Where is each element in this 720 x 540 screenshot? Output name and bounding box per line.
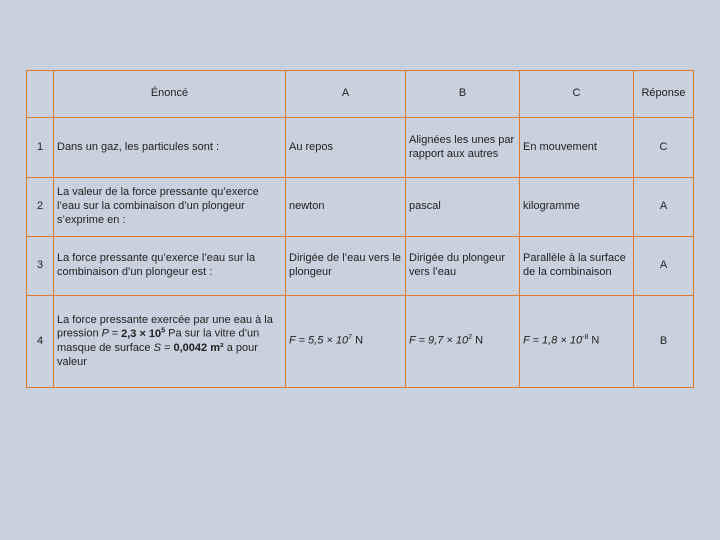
option-c-exponent: -8 [582, 334, 589, 342]
option-b-value: F = 9,7 × 10 [409, 334, 469, 347]
pressure-exponent: 5 [161, 327, 166, 335]
option-a-value: F = 5,5 × 10 [289, 334, 349, 347]
answer: B [634, 295, 694, 387]
pressure-label: P = [101, 328, 122, 340]
question-middle: Pa sur la vitre d’un masque de surface [57, 328, 260, 354]
answer: C [634, 118, 694, 178]
table-row [27, 295, 694, 387]
option-b [406, 295, 520, 387]
option-a: Dirigée de l’eau vers le plongeur [286, 236, 406, 295]
option-b: Dirigée du plongeur vers l’eau [406, 236, 520, 295]
option-b: pascal [406, 178, 520, 237]
row-number: 3 [27, 236, 54, 295]
option-a-unit: N [352, 334, 364, 347]
header-row [27, 71, 694, 118]
option-b-exponent: 2 [468, 334, 473, 342]
option-c: kilogramme [520, 178, 634, 237]
option-c: Parallèle à la surface de la combinaison [520, 236, 634, 295]
row-number: 2 [27, 178, 54, 237]
row-number: 4 [27, 295, 54, 387]
header-answer: Réponse [634, 71, 694, 118]
header-option-c: C [520, 71, 634, 118]
pressure-value: $2,3 \times 10^5$ [121, 327, 166, 340]
question-text: La force pressante qu’exerce l’eau sur la combinaison d’un plongeur est : [54, 236, 286, 295]
question-text [54, 295, 286, 387]
option-c-value: F = 1,8 × 10 [523, 334, 583, 347]
option-a: Au repos [286, 118, 406, 178]
answer: A [634, 236, 694, 295]
surface-label: S = [153, 341, 174, 354]
question-text: Dans un gaz, les particules sont : [54, 118, 286, 178]
table-row [27, 178, 694, 237]
question-prefix: La force pressante exercée par une eau à la pression [57, 313, 273, 340]
header-num [27, 71, 54, 118]
option-a-exponent: 7 [348, 334, 353, 342]
option-a: newton [286, 178, 406, 237]
row-number: 1 [27, 118, 54, 178]
option-b: Alignées les unes par rapport aux autres [406, 118, 520, 178]
option-c: En mouvement [520, 118, 634, 178]
header-question: Énoncé [54, 71, 286, 118]
header-option-a: A [286, 71, 406, 118]
option-b-unit: N [472, 334, 484, 347]
quiz-table [26, 70, 694, 388]
surface-unit: m² [207, 341, 224, 354]
question-text: La valeur de la force pressante qu’exerce l’eau sur la combinaison d’un plongeur s’exprime en : [54, 178, 286, 237]
option-c [520, 295, 634, 387]
surface-value: 0,0042 [173, 341, 208, 354]
option-c-unit: N [588, 334, 600, 347]
header-option-b: B [406, 71, 520, 118]
table-row [27, 236, 694, 295]
table-row [27, 118, 694, 178]
question-suffix: a pour valeur [57, 341, 258, 368]
option-a [286, 295, 406, 387]
answer: A [634, 178, 694, 237]
